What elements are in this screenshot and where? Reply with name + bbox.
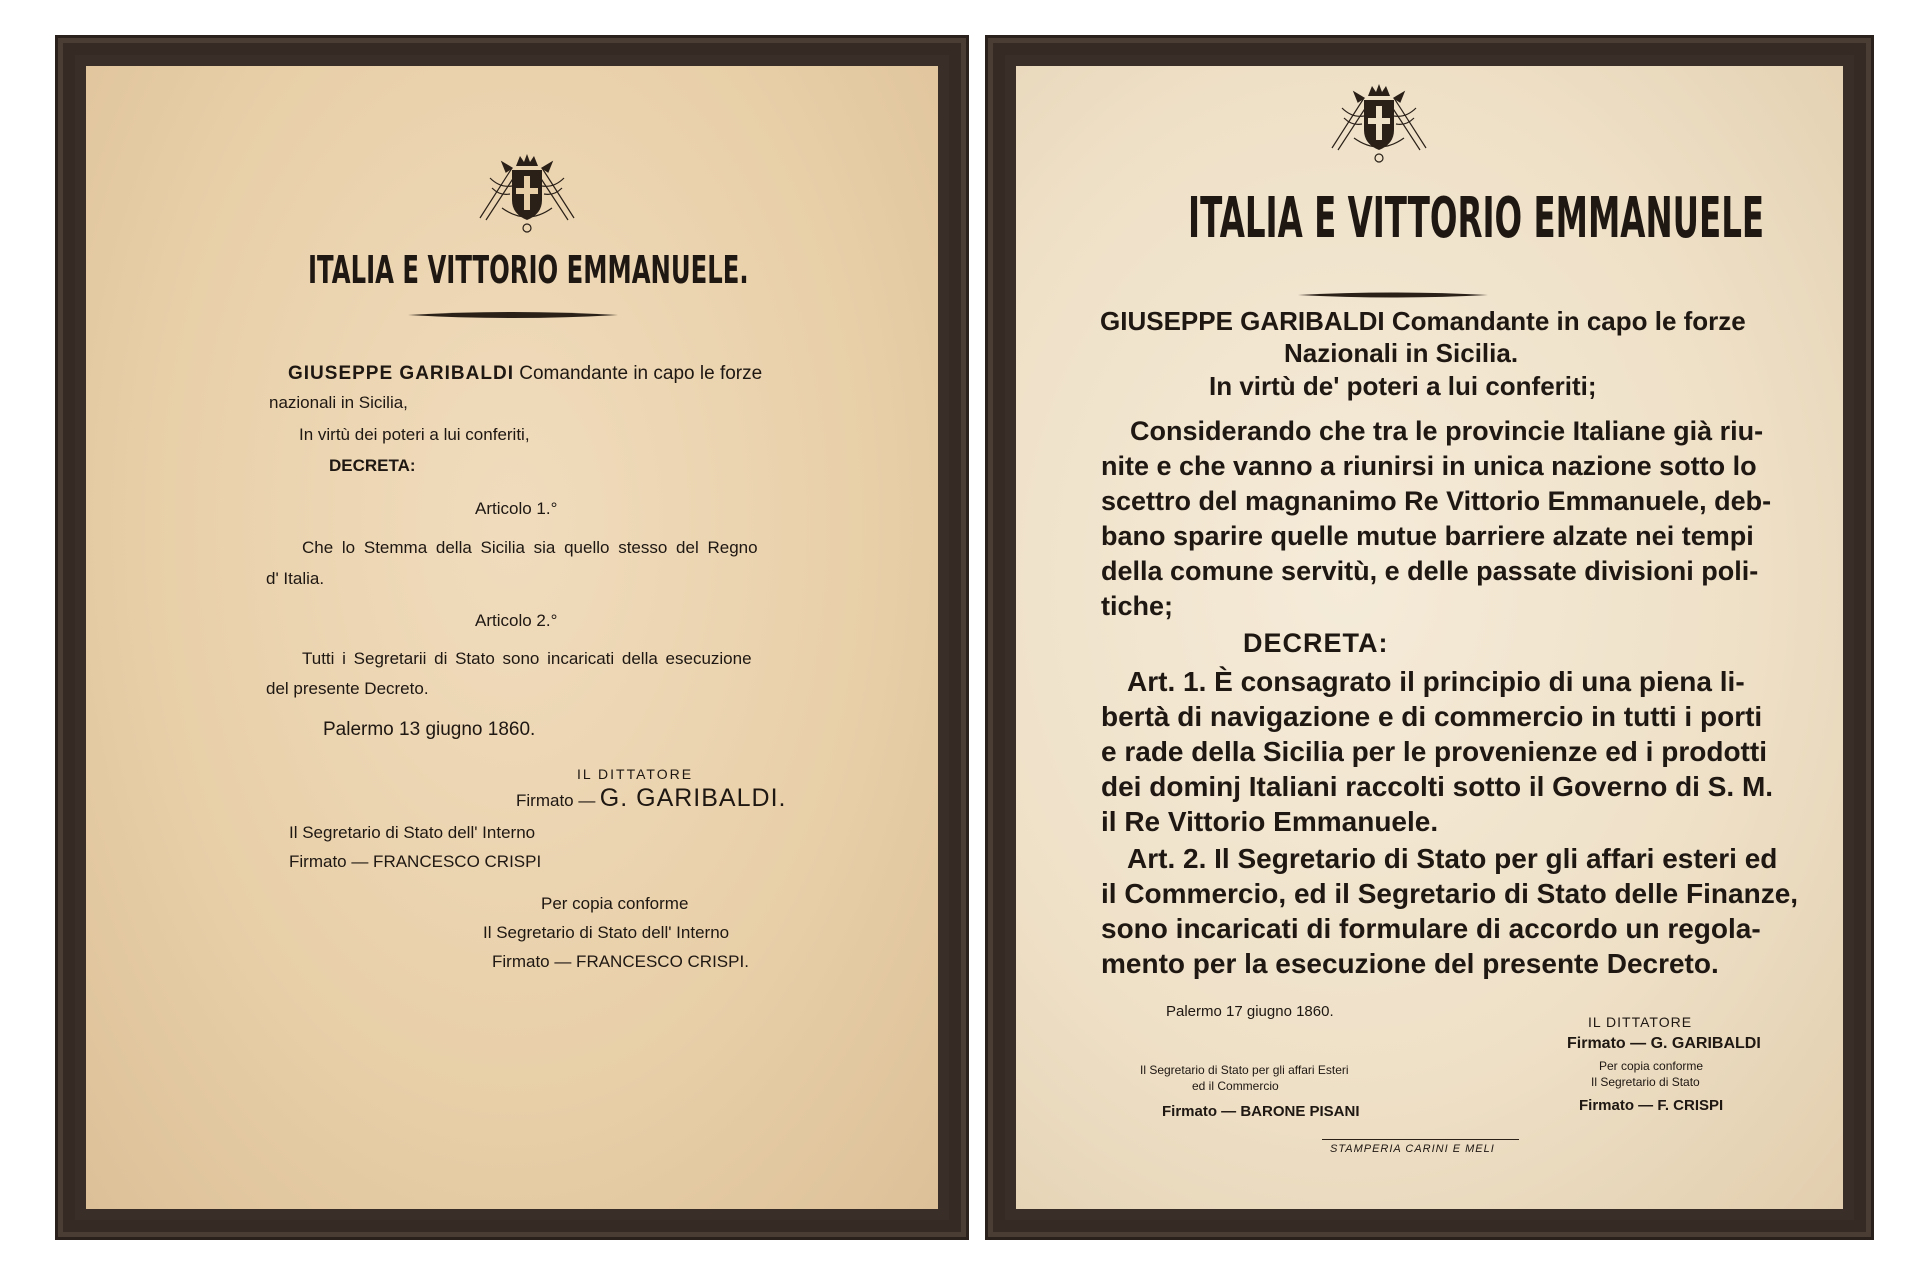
right-copy-line1: Per copia conforme (1599, 1059, 1704, 1073)
right-copy-line3: Firmato — F. CRISPI (1579, 1097, 1724, 1114)
right-intro-line1: GIUSEPPE GARIBALDI Comandante in capo le forze (1100, 306, 1746, 336)
right-heading-rule (1298, 290, 1488, 300)
savoy-crest-left (472, 148, 582, 238)
savoy-crest-right (1324, 78, 1434, 168)
right-heading: ITALIA E VITTORIO EMMANUELE (1188, 186, 1765, 251)
right-art1-line4: dei dominj Italiani raccolti sotto il Governo di S. M. (1101, 771, 1774, 802)
left-copy-line2: Il Segretario di Stato dell' Interno (483, 923, 730, 942)
right-dictator-title: IL DITTATORE (1588, 1014, 1693, 1030)
right-intro-line3: In virtù de' poteri a lui conferiti; (1209, 371, 1597, 401)
left-date: Palermo 13 giugno 1860. (323, 719, 536, 740)
left-article1-line2: d' Italia. (266, 569, 325, 588)
right-printer-rule (1322, 1139, 1519, 1140)
right-art1-line5: il Re Vittorio Emmanuele. (1101, 806, 1439, 837)
left-intro-line3: In virtù dei poteri a lui conferiti, (299, 425, 530, 444)
right-decree-paper (1016, 66, 1843, 1209)
right-frame (985, 35, 1874, 1240)
right-intro-line2: Nazionali in Sicilia. (1284, 338, 1519, 368)
left-article1-title: Articolo 1.° (475, 499, 558, 518)
left-decreta: DECRETA: (329, 456, 416, 475)
left-article2-line1: Tutti i Segretarii di Stato sono incaricati della esecuzione (302, 649, 752, 668)
left-intro-line2: nazionali in Sicilia, (269, 393, 408, 412)
right-art1-line3: e rade della Sicilia per le provenienze ed i prodotti (1101, 736, 1767, 767)
right-art2-line4: mento per la esecuzione del presente Decreto. (1101, 948, 1719, 979)
left-frame (55, 35, 969, 1240)
right-printer-imprint: STAMPERIA CARINI E MELI (1330, 1143, 1495, 1155)
right-copy-line2: Il Segretario di Stato (1591, 1075, 1700, 1089)
left-article2-line2: del presente Decreto. (266, 679, 429, 698)
right-art2-line2: il Commercio, ed il Segretario di Stato delle Finanze, (1101, 878, 1799, 909)
left-dictator-signature (516, 784, 786, 813)
right-secretary-line2: ed il Commercio (1192, 1079, 1279, 1093)
right-considering-line2: nite e che vanno a riunirsi in unica nazione sotto lo (1101, 451, 1757, 481)
left-intro-line1 (288, 363, 762, 385)
left-dictator-sig-prefix: Firmato — (516, 791, 596, 810)
right-decreta: DECRETA: (1243, 628, 1389, 658)
right-dictator-signature: Firmato — G. GARIBALDI (1567, 1035, 1761, 1052)
right-considering-line5: della comune servitù, e delle passate divisioni poli- (1101, 556, 1759, 586)
left-dictator-sig-name: G. GARIBALDI. (599, 784, 787, 812)
right-art1-line2: bertà di navigazione e di commercio in tutti i porti (1101, 701, 1763, 732)
right-date: Palermo 17 giugno 1860. (1166, 1003, 1334, 1020)
left-intro-rest: Comandante in capo le forze (519, 363, 763, 384)
left-intro-name: GIUSEPPE GARIBALDI (288, 363, 514, 384)
right-secretary-line3: Firmato — BARONE PISANI (1162, 1103, 1360, 1120)
left-article2-title: Articolo 2.° (475, 611, 558, 630)
right-secretary-line1: Il Segretario di Stato per gli affari Esteri (1140, 1063, 1349, 1077)
right-considering-line4: bano sparire quelle mutue barriere alzate nei tempi (1101, 521, 1754, 551)
right-art1-line1: Art. 1. È consagrato il principio di una piena li- (1127, 666, 1745, 697)
left-secretary-line1: Il Segretario di Stato dell' Interno (289, 823, 536, 842)
left-article1-line1: Che lo Stemma della Sicilia sia quello stesso del Regno (302, 538, 758, 557)
left-copy-line1: Per copia conforme (541, 894, 689, 913)
right-considering-line1: Considerando che tra le provincie Italiane già riu- (1130, 416, 1764, 446)
right-art2-line1: Art. 2. Il Segretario di Stato per gli affari esteri ed (1127, 843, 1778, 874)
right-art2-line3: sono incaricati di formulare di accordo un regola- (1101, 913, 1761, 944)
right-considering-line3: scettro del magnanimo Re Vittorio Emmanuele, deb- (1101, 486, 1772, 516)
left-copy-line3: Firmato — FRANCESCO CRISPI. (492, 952, 749, 971)
left-secretary-line2: Firmato — FRANCESCO CRISPI (289, 852, 542, 871)
left-heading-rule (408, 309, 618, 321)
right-considering-line6: tiche; (1101, 591, 1174, 621)
left-decree-paper (86, 66, 938, 1209)
left-heading: ITALIA E VITTORIO EMMANUELE. (308, 248, 749, 292)
left-dictator-title: IL DITTATORE (577, 766, 694, 782)
